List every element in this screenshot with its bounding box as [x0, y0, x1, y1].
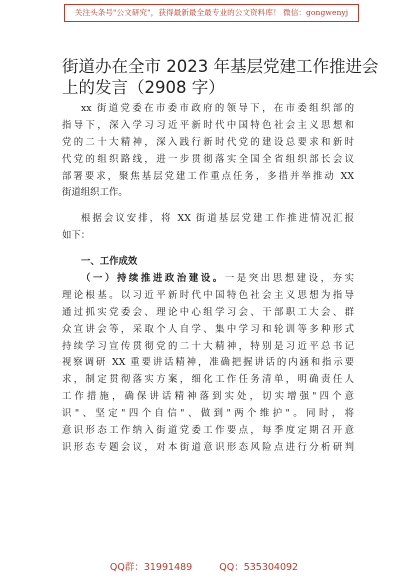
qq-number-text: QQ：535304092: [219, 562, 299, 573]
promo-banner: 关注头条号"公文研究"，获得最新最全最专业的公文资料库！ 微信：gongwenyj: [64, 4, 359, 22]
paragraph-line: 持续学习宣传贯彻党的二十大精神，特别是习近平总书记: [62, 340, 354, 352]
section-heading: 一、工作成效: [81, 256, 138, 268]
paragraph-line: 求，制定贯彻落实方案，细化工作任务清单，明确责任人: [62, 374, 354, 386]
qq-group-text: QQ群：31991489: [109, 562, 193, 573]
paragraph-line: 街道组织工作。: [62, 187, 128, 199]
paragraph-line: 视察调研 XX 重要讲话精神，准确把握讲话的内涵和指示要: [62, 357, 354, 369]
paragraph-line: 识"、坚定"四个自信"、做到"两个维护"。同时，将: [62, 408, 354, 420]
paragraph-line: 理论根基。以习近平新时代中国特色社会主义思想为指导: [62, 289, 354, 301]
paragraph-line: 众宣讲会等，采取个人自学、集中学习和轮训等多种形式: [62, 323, 354, 335]
paragraph-line: 工作措施，确保讲话精神落到实处，切实增强"四个意: [62, 391, 354, 403]
paragraph-line: 指导下，深入学习习近平新时代中国特色社会主义思想和: [62, 119, 354, 131]
paragraph-line: 识形态专题会议，对本街道意识形态风险点进行分析研判: [62, 441, 354, 453]
paragraph-line: 根据会议安排，将 XX 街道基层党建工作推进情况汇报: [81, 213, 354, 225]
document-body: [62, 101, 354, 457]
contact-footer: [0, 560, 408, 576]
document-title: [62, 56, 379, 98]
paragraph-line: 代党的组织路线，进一步贯彻落实全国全省组织部长会议: [62, 153, 354, 165]
paragraph-line: 党的二十大精神，深入践行新时代党的建设总要求和新时: [62, 136, 354, 148]
subsection-heading: （一）持续推进政治建设。: [81, 273, 225, 285]
paragraph-line: 如下：: [62, 230, 91, 242]
title-line-1: 街道办在全市 2023 年基层党建工作推进会: [62, 57, 379, 76]
subsection-first-line: [62, 271, 354, 288]
paragraph-line: 通过抓实党委会、理论中心组学习会、干部职工大会、群: [62, 306, 354, 318]
title-line-2: 上的发言（2908 字）: [62, 78, 225, 97]
paragraph-line: xx 街道党委在市委市政府的领导下，在市委组织部的: [81, 103, 354, 114]
subsection-first-line-rest: 一是突出思想建设，夯实: [224, 273, 354, 285]
paragraph-line: 部署要求，聚焦基层党建工作重点任务，多措并举推动 XX: [62, 170, 354, 182]
paragraph-line: 意识形态工作纳入街道党委工作要点，每季度定期召开意: [62, 425, 354, 437]
